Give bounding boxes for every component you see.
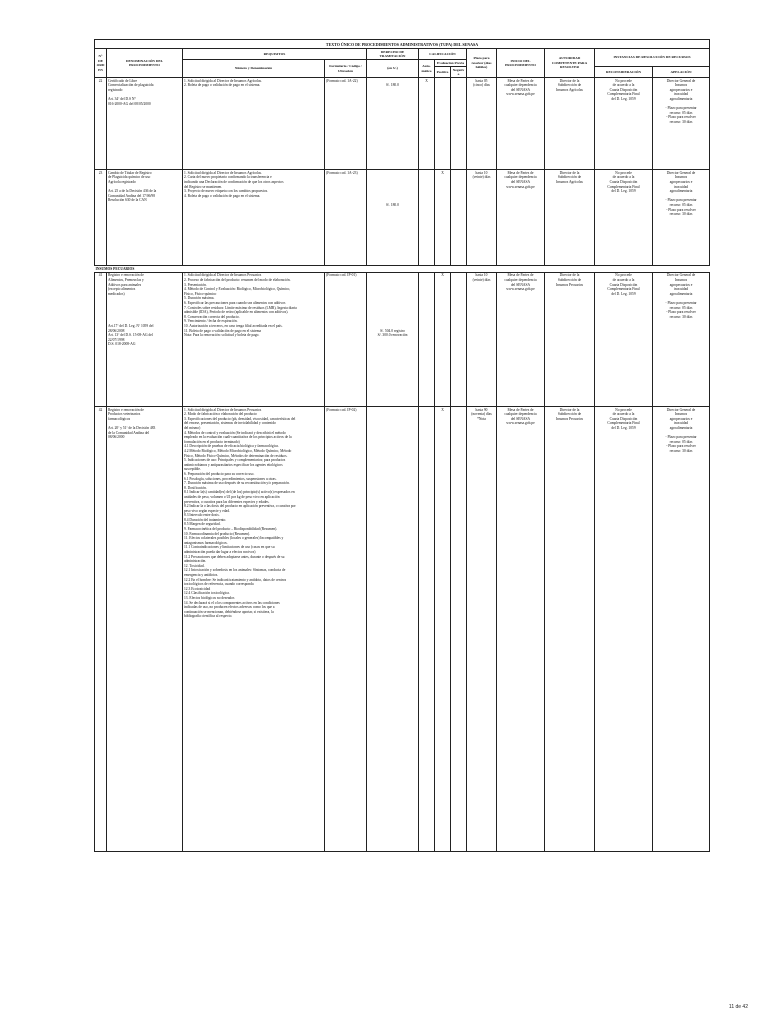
cell-inicio-line: www.senasa.gob.pe (506, 92, 535, 97)
cell-reconsideracion (595, 170, 653, 266)
cell-autoridad-line: Insumos Pecuarios (555, 416, 584, 421)
cell-inicio-line: cualquier dependencia (504, 83, 537, 88)
cell-requisitos-line: 8.4 Duración del tratamiento. (184, 517, 227, 522)
cell-inicio-line: del SENASA (510, 87, 531, 92)
cell-denominacion (107, 170, 183, 266)
cell-apelacion-line: agroalimentaria (669, 291, 693, 296)
cell-apelacion-line: recurso: 05 días (669, 305, 693, 310)
cell-requisitos-line: 12.1 Intoxicación y sobredosis en los animales: Síntomas, conducta de (184, 568, 286, 573)
cell-apelacion-line: - Plazo para resolver (666, 115, 696, 120)
cell-derecho (367, 78, 419, 170)
cell-formulario: (Formato cod. IP-02) (325, 407, 367, 852)
cell-apelacion-line: recurso: 30 días (669, 212, 693, 217)
cell-denominacion (107, 272, 183, 406)
cell-autoridad-line: Subdirección de (557, 175, 582, 180)
page-number: 11 de 42 (728, 1004, 748, 1010)
cell-inicio-line: del SENASA (510, 282, 531, 287)
cell-requisitos-line: 7. Controles sobre residuos: Límite máximo de residuos (LMR), Ingesta diaria (184, 305, 297, 310)
header-plazo: Plazo para resolver (días hábiles) (467, 49, 497, 78)
cell-inicio (497, 407, 545, 852)
cell-derecho (367, 170, 419, 266)
cell-reconsideracion-line: del D. Leg. 1059 (611, 291, 636, 296)
cell-inicio-line: del SENASA (510, 416, 531, 421)
cell-formulario: (Formato cod. 1A-23) (325, 170, 367, 266)
cell-derecho (367, 272, 419, 406)
cell-autoridad-line: Subdirección de (557, 412, 582, 417)
table-row (95, 272, 710, 406)
header-evaluacion-previa: Evaluación Previa (435, 60, 467, 67)
cell-requisitos-line: 10. Farmacodinamia del producto (Resumen). (184, 531, 251, 536)
cell-denominacion-line: 28/06/2008 (108, 328, 125, 333)
cell-apelacion-line: Insumos (674, 412, 688, 417)
cell-requisitos-line: 5. Indicaciones de uso: Principales y complementarios; para productos (184, 458, 286, 463)
cell-requisitos-line: admisible (IDA), Período de retiro (aplicable en alimentos con aditivos). (184, 310, 289, 315)
cell-orden: 23 (95, 170, 107, 266)
header-automatico: Auto-mático (419, 60, 435, 78)
cell-denominacion (107, 78, 183, 170)
cell-requisitos-line: susceptible. (184, 467, 201, 472)
cell-reconsideracion-line: Cuarta Disposición (609, 282, 638, 287)
cell-apelacion-line: recurso: 30 días (669, 314, 693, 319)
cell-requisitos-line: 12.4 Clasificación toxicológica. (184, 591, 230, 596)
cell-requisitos-line: 8. Conservación correcta del producto. (184, 314, 240, 319)
cell-requisitos-line: toxicológicos de referencia, cuando corresponda (184, 582, 254, 587)
header-formulario: Formulario / Código / Ubicación (325, 60, 367, 78)
cell-requisitos-line: preventiva, o curativa para las diferentes especies y edades. (184, 499, 270, 504)
cell-plazo-line: *Nota (477, 416, 486, 421)
cell-derecho (367, 407, 419, 852)
header-apelacion: APELACIÓN (653, 66, 710, 77)
cell-requisitos-line: del mismo) (184, 426, 201, 430)
cell-requisitos-line: 6.1 Posología, soluciones, procedimientos, suspensiones u otras. (184, 476, 277, 481)
cell-plazo-line: (veinte) días (472, 175, 491, 180)
cell-reconsideracion-line: Complementaria Final (607, 287, 640, 292)
cell-requisitos-line: 10. Autorización a terceros, en caso tenga filial acreditada en el país. (184, 323, 283, 328)
cell-apelacion-line: recurso: 05 días (669, 110, 693, 115)
cell-denominacion (107, 407, 183, 852)
cell-reconsideracion-line: Complementaria Final (607, 421, 640, 426)
header-reconsideracion: RECONSIDERACIÓN (595, 66, 653, 77)
cell-derecho-line: S/. 180.0 (386, 83, 399, 88)
cell-reconsideracion-line: de acuerdo a la (612, 412, 635, 417)
cell-requisitos-line: 1. Solicitud dirigida al Director de Insumos Agrícolas. (184, 78, 262, 83)
cell-apelacion-line: recurso: 05 días (669, 203, 693, 208)
cell-plazo (467, 272, 497, 406)
cell-requisitos-line: empleado en la evaluación cuali-cuantitativa de los principios activos de la (184, 435, 292, 440)
cell-autoridad-line: Director de la (559, 407, 580, 412)
cell-requisitos-line: bibliografía científica al respecto. (184, 614, 233, 619)
cell-automatico: X (419, 78, 435, 170)
cell-denominacion-line: registrado (108, 87, 123, 92)
cell-autoridad (545, 407, 595, 852)
cell-inicio-line: Mesa de Partes de (507, 170, 534, 175)
cell-orden: 41 (95, 272, 107, 406)
cell-reconsideracion-line: Cuarta Disposición (609, 416, 638, 421)
header-instancias: INSTANCIAS DE RESOLUCIÓN DE RECURSOS (595, 49, 710, 67)
cell-reconsideracion-line: del D. Leg. 1059 (611, 97, 636, 102)
cell-apelacion-line: Insumos (674, 175, 688, 180)
cell-apelacion-line: - Plazo para resolver (666, 310, 696, 315)
cell-requisitos-line: formulación en el producto terminado) (184, 439, 240, 444)
cell-reconsideracion-line: Cuarta Disposición (609, 87, 638, 92)
section-insumos-pecuarios: INSUMOS PECUARIOS (95, 266, 710, 272)
cell-reconsideracion-line: de acuerdo a la (612, 175, 635, 180)
cell-reconsideracion (595, 407, 653, 852)
cell-requisitos-line: 3. Proyecto de nuevo etiqueta con los cambios propuestos. (184, 189, 269, 194)
cell-requisitos-line: 4. Boleta de pago o validación de pago en el sistema. (184, 193, 261, 198)
cell-requisitos (183, 272, 325, 406)
cell-requisitos-line: 8.3 Intervalo entre dosis. (184, 513, 220, 518)
cell-reconsideracion-line: del D. Leg. 1059 (611, 426, 636, 430)
cell-denominacion-line: D.S. 018-2008-AG (108, 342, 136, 347)
cell-autoridad (545, 170, 595, 266)
cell-requisitos-line: 11.2 Precauciones que deben adoptarse antes, durante o después de su (184, 554, 285, 559)
cell-reconsideracion-line: Complementaria Final (607, 92, 640, 97)
cell-requisitos-line: emergencia y antídotos. (184, 573, 219, 577)
cell-denominacion-line: Aditivos para animales (108, 282, 142, 287)
header-nro-orden: N° DE ORDEN (95, 49, 107, 78)
cell-reconsideracion-line: de acuerdo a la (612, 278, 635, 283)
header-requisitos: REQUISITOS (183, 49, 367, 60)
cell-requisitos-line: 1. Solicitud dirigida al Director de Insumos Pecuarios (184, 407, 262, 412)
cell-denominacion-line: Registro e renovación de (108, 273, 144, 278)
cell-requisitos (183, 78, 325, 170)
header-denominacion: DENOMINACIÓN DEL PROCEDIMIENTO (107, 49, 183, 78)
cell-denominacion-line: Art. 13º del D.S. 15-08-AG del (108, 333, 153, 338)
cell-apelacion-line: agropecuarios e (669, 282, 693, 287)
cell-requisitos-line: antimicrobianos y antiparasitarios especificar los agentes etiológicos (184, 462, 283, 467)
cell-apelacion-line: agropecuarios e (669, 416, 693, 421)
cell-reconsideracion-line: No procede (615, 407, 632, 412)
cell-requisitos-line: 6. Especificar las precauciones para cuando sea alimentos con aditivos (184, 301, 286, 305)
cell-apelacion (653, 170, 710, 266)
cell-plazo-line: (veinte) días (472, 278, 491, 283)
cell-requisitos-line: 4.1 Descripción de pruebas de eficacia biológica y farmacológica. (184, 444, 279, 449)
header-positivo: Positivo (435, 66, 451, 77)
cell-derecho-line: S/. 180.0 (386, 203, 399, 208)
cell-apelacion (653, 272, 710, 406)
cell-requisitos-line: 4. Método de Control y Evaluación: Biológico, Microbiológico, Químico, (184, 287, 291, 292)
cell-requisitos (183, 407, 325, 852)
cell-requisitos-line: 4.2 Método Biológico, Método Microbiológico, Método Químico, Método (184, 448, 292, 453)
cell-denominacion-line: Art. 25 a de la Decisión 436 de la (108, 189, 157, 194)
cell-requisitos-line: 8.5 Margen de seguridad. (184, 522, 221, 527)
cell-requisitos-line: 9. Vencimiento / fecha de expiración. (184, 319, 238, 324)
header-calificacion: CALIFICACIÓN (419, 49, 467, 60)
cell-requisitos-line: del Registro se mantienen. (184, 184, 223, 189)
cell-requisitos-line: Nota: Para la renovación: solicitud y boleta de pago. (184, 333, 260, 338)
cell-apelacion (653, 78, 710, 170)
cell-autoridad-line: Insumos Agrícolas (556, 180, 583, 185)
cell-autoridad-line: Director de la (559, 273, 580, 278)
cell-inicio (497, 170, 545, 266)
cell-requisitos-line: administración pueda dar lugar a efectos nocivos) (184, 550, 256, 555)
cell-autoridad-line: Insumos Agrícolas (556, 87, 583, 92)
cell-inicio-line: Mesa de Partes de (507, 273, 534, 278)
cell-denominacion-line: medicados) (108, 291, 125, 296)
cell-requisitos-line: 2. Modo de fabricación o elaboración del producto (184, 412, 257, 417)
cell-apelacion-line: agropecuarios e (669, 180, 693, 185)
document-title: TEXTO ÚNICO DE PROCEDIMIENTOS ADMINISTRATIVOS (TUPA) DEL SENASA (95, 40, 710, 49)
cell-negativo (451, 170, 467, 266)
cell-requisitos-line: 11. Efectos colaterales posibles (locales o generales) Incompatibles y (184, 536, 284, 541)
cell-denominacion-line: Registro e renovación de (108, 407, 144, 412)
cell-apelacion-line: Insumos (674, 83, 688, 88)
cell-orden: 22 (95, 78, 107, 170)
cell-requisitos-line: 12.3 Ecotoxicidad (184, 586, 211, 591)
cell-apelacion-line: Director General de (666, 78, 696, 83)
cell-requisitos-line: Físico, Método Físico-Químico, Métodos de determinación de residuos. (184, 453, 288, 458)
cell-requisitos-line: 11.1 Contraindicaciones y limitaciones de uso (casos en que su (184, 545, 275, 550)
cell-requisitos-line: 5. Duración máxima. (184, 296, 215, 301)
cell-negativo (451, 407, 467, 852)
cell-requisitos-line: 14. Se declarará si el o los componentes activos en las condiciones (184, 600, 280, 605)
cell-requisitos-line: 13. Efectos biológicos no deseados (184, 595, 235, 600)
cell-denominacion-line: Alimentos, Premezclas y (108, 278, 144, 283)
cell-requisitos-line: 8. Dosificación. (184, 485, 207, 490)
cell-reconsideracion (595, 272, 653, 406)
cell-apelacion-line: - Plazo para presentar (665, 198, 697, 203)
cell-denominacion-line: Certificado de Libre (108, 78, 138, 83)
tupa-page (94, 39, 709, 852)
cell-apelacion-line: inocuidad (673, 184, 689, 189)
cell-requisitos-line: administración. (184, 559, 207, 564)
cell-inicio-line: Mesa de Partes de (507, 78, 534, 83)
cell-derecho-line: S/. 300.0 renovación (377, 333, 408, 338)
cell-formulario: (Formato cod. 1A-22) (325, 78, 367, 170)
cell-reconsideracion-line: No procede (615, 170, 632, 175)
cell-positivo: X (435, 272, 451, 406)
cell-requisitos-line: 11. Boleta de pago o validación de pago en el sistema (184, 328, 262, 333)
cell-reconsideracion (595, 78, 653, 170)
cell-apelacion-line: recurso: 30 días (669, 120, 693, 125)
header-derecho: DERECHO DE TRAMITACIÓN (367, 49, 419, 60)
cell-inicio-line: www.senasa.gob.pe (506, 421, 535, 426)
cell-requisitos-line: antagonismos farmacológicos. (184, 540, 228, 545)
cell-autoridad-line: Insumos Pecuarios (555, 282, 584, 287)
cell-requisitos-line: indicando una Declaración de confirmación de que los otros aspectos (184, 180, 284, 185)
header-inicio: INICIO DEL PROCEDIMIENTO (497, 49, 545, 78)
cell-apelacion-line: - Plazo para presentar (665, 301, 697, 305)
cell-inicio-line: del SENASA (510, 180, 531, 185)
cell-requisitos-line: del envase, presentación, sistemas de inviolabilidad y contenido (184, 421, 276, 426)
cell-requisitos-line: 3. Especificaciones del producto (ph, densidad, viscosidad, características del (184, 416, 296, 421)
cell-denominacion-line: 22/07/1998 (108, 337, 125, 342)
cell-denominacion-line: Agrícola registrado (108, 180, 136, 185)
cell-requisitos-line: 12. Toxicidad. (184, 563, 205, 568)
cell-requisitos-line: 6. Preparación del producto para su correcto uso. (184, 471, 255, 476)
cell-denominacion-line: Art.17º del D. Leg. Nº 1059 del (108, 323, 154, 328)
cell-derecho-line: S/. 504.0 registro (380, 328, 405, 333)
cell-denominacion-line: de Plaguicida químico de uso (108, 175, 151, 180)
cell-denominacion-line: Art. 20º y 51º de la Decisión 483 (108, 426, 156, 430)
cell-requisitos-line: Físico, Físico-químico (184, 291, 217, 296)
cell-negativo (451, 272, 467, 406)
cell-reconsideracion-line: de acuerdo a la (612, 83, 635, 88)
cell-automatico (419, 272, 435, 406)
table-row (95, 407, 710, 852)
cell-apelacion-line: recurso: 05 días (669, 439, 693, 444)
cell-apelacion-line: agroalimentaria (669, 189, 693, 194)
cell-formulario: (Formato cod. IP-01) (325, 272, 367, 406)
cell-requisitos-line: peso vivo según especie y edad. (184, 508, 230, 513)
cell-apelacion-line: agropecuarios e (669, 87, 693, 92)
cell-autoridad-line: Subdirección de (557, 278, 582, 283)
cell-requisitos-line: 2. Boleta de pago o validación de pago en el sistema. (184, 83, 261, 88)
cell-plazo-line: (cinco) días (473, 83, 490, 88)
cell-apelacion-line: - Plazo para resolver (666, 207, 696, 212)
table-row (95, 170, 710, 266)
tupa-table (94, 39, 710, 852)
cell-plazo-line: hasta 05 (475, 78, 488, 83)
cell-apelacion-line: Insumos (674, 278, 688, 283)
cell-apelacion-line: - Plazo para resolver (666, 444, 696, 449)
cell-requisitos-line: continuación se mencionan, debiéndose aportar, si existiera, la (184, 609, 274, 614)
cell-requisitos-line: 7. Duración máxima de uso después de su reconstitución y/o preparación. (184, 481, 290, 486)
cell-apelacion-line: - Plazo para presentar (665, 435, 697, 440)
cell-apelacion (653, 407, 710, 852)
cell-positivo: X (435, 170, 451, 266)
table-row (95, 78, 710, 170)
cell-requisitos-line: 8.2 Indicar la o las dosis del producto en aplicación preventiva, o curativa por (184, 504, 296, 509)
cell-autoridad-line: Director de la (559, 78, 580, 83)
cell-requisitos-line: 2. Proceso de fabricación del producto: resumen del modo de elaboración. (184, 278, 291, 283)
cell-requisitos-line: 2. Carta del nuevo propietario confirmando la transferencia e (184, 175, 272, 180)
cell-inicio-line: www.senasa.gob.pe (506, 184, 535, 189)
cell-reconsideracion-line: Cuarta Disposición (609, 180, 638, 185)
cell-denominacion-line: farmacológicos (108, 416, 131, 421)
cell-autoridad-line: Subdirección de (557, 83, 582, 88)
cell-requisitos-line: 8.1 Indicar la(s) cantidad(es) del (de los) principio(s) activo(s) expresados en (184, 490, 295, 495)
cell-requisitos-line: 4. Métodos de control y evaluación (Se indicará y describirá el método (184, 430, 286, 435)
cell-denominacion-line: Resolución 630 de la CAN (108, 198, 147, 203)
cell-inicio-line: Mesa de Partes de (507, 407, 534, 412)
cell-automatico (419, 407, 435, 852)
cell-inicio-line: cualquier dependencia (504, 175, 537, 180)
header-derecho-unit: (en S/.) (367, 60, 419, 78)
cell-plazo-line: (noventa) días (471, 412, 492, 417)
cell-plazo (467, 170, 497, 266)
cell-denominacion-line: de la Comunidad Andina del (108, 430, 150, 435)
cell-inicio-line: www.senasa.gob.pe (506, 287, 535, 292)
cell-requisitos-line: 1. Solicitud dirigida al Director de Insumos Pecuarios (184, 273, 262, 278)
cell-automatico (419, 170, 435, 266)
cell-requisitos (183, 170, 325, 266)
cell-denominacion-line: 016-2000-AG del 08/05/2000 (108, 101, 151, 106)
cell-orden: 42 (95, 407, 107, 852)
cell-requisitos-line: 9. Farmacocinética del producto – Biodisponibilidad (Resumen). (184, 527, 278, 532)
cell-requisitos-line: 1. Solicitud dirigida al Director de Insumos Agrícolas. (184, 170, 262, 175)
cell-plazo (467, 78, 497, 170)
cell-apelacion-line: agroalimentaria (669, 426, 693, 430)
cell-denominacion-line: (excepto alimentos (108, 287, 136, 292)
cell-denominacion-line: 08/06/2000 (108, 435, 125, 440)
cell-requisitos-line: 3. Presentación. (184, 282, 207, 287)
cell-requisitos-line: indicadas de uso, no producen efectos adversos como los que a (184, 605, 275, 610)
cell-plazo-line: hasta 10 (475, 273, 488, 278)
cell-denominacion-line: Comunidad Andina del 17/06/98 (108, 193, 156, 198)
cell-positivo: X (435, 407, 451, 852)
cell-apelacion-line: agroalimentaria (669, 97, 693, 102)
cell-inicio (497, 272, 545, 406)
cell-apelacion-line: Director General de (666, 273, 696, 278)
cell-autoridad (545, 78, 595, 170)
cell-apelacion-line: - Plazo para presentar (665, 106, 697, 111)
cell-autoridad-line: Director de la (559, 170, 580, 175)
cell-denominacion-line: Productos veterinarios (108, 412, 141, 417)
cell-requisitos-line: 12.2 En el hombre: Se indicará tratamiento y antídoto, datos de centros (184, 577, 287, 582)
cell-reconsideracion-line: Complementaria Final (607, 184, 640, 189)
cell-negativo (451, 78, 467, 170)
cell-autoridad (545, 272, 595, 406)
header-autoridad: AUTORIDAD COMPETENTE PARA RESOLVER (545, 49, 595, 78)
cell-apelacion-line: inocuidad (673, 421, 689, 426)
cell-inicio-line: cualquier dependencia (504, 278, 537, 283)
cell-apelacion-line: inocuidad (673, 92, 689, 97)
cell-denominacion-line: Cambio de Titular de Registro (108, 170, 152, 175)
cell-reconsideracion-line: No procede (615, 78, 632, 83)
cell-plazo (467, 407, 497, 852)
cell-plazo-line: hasta 10 (475, 170, 488, 175)
cell-denominacion-line: Comercialización de plaguicida (108, 83, 154, 88)
cell-inicio-line: cualquier dependencia (504, 412, 537, 417)
cell-plazo-line: hasta 90 (475, 407, 488, 412)
cell-apelacion-line: inocuidad (673, 287, 689, 292)
header-numero-denominacion: Número y Denominación (183, 60, 325, 78)
header-negativo: Negativo (451, 66, 467, 77)
cell-reconsideracion-line: No procede (615, 273, 632, 278)
cell-inicio (497, 78, 545, 170)
cell-positivo (435, 78, 451, 170)
cell-reconsideracion-line: del D. Leg. 1059 (611, 189, 636, 194)
cell-apelacion-line: recurso: 30 días (669, 448, 693, 453)
cell-denominacion-line: Art. 34º del D.S N° (108, 97, 136, 102)
cell-apelacion-line: Director General de (666, 170, 696, 175)
cell-apelacion-line: Director General de (666, 407, 696, 412)
cell-requisitos-line: unidades de peso, volumen o UI por kg de peso vivo en aplicación (184, 494, 280, 499)
